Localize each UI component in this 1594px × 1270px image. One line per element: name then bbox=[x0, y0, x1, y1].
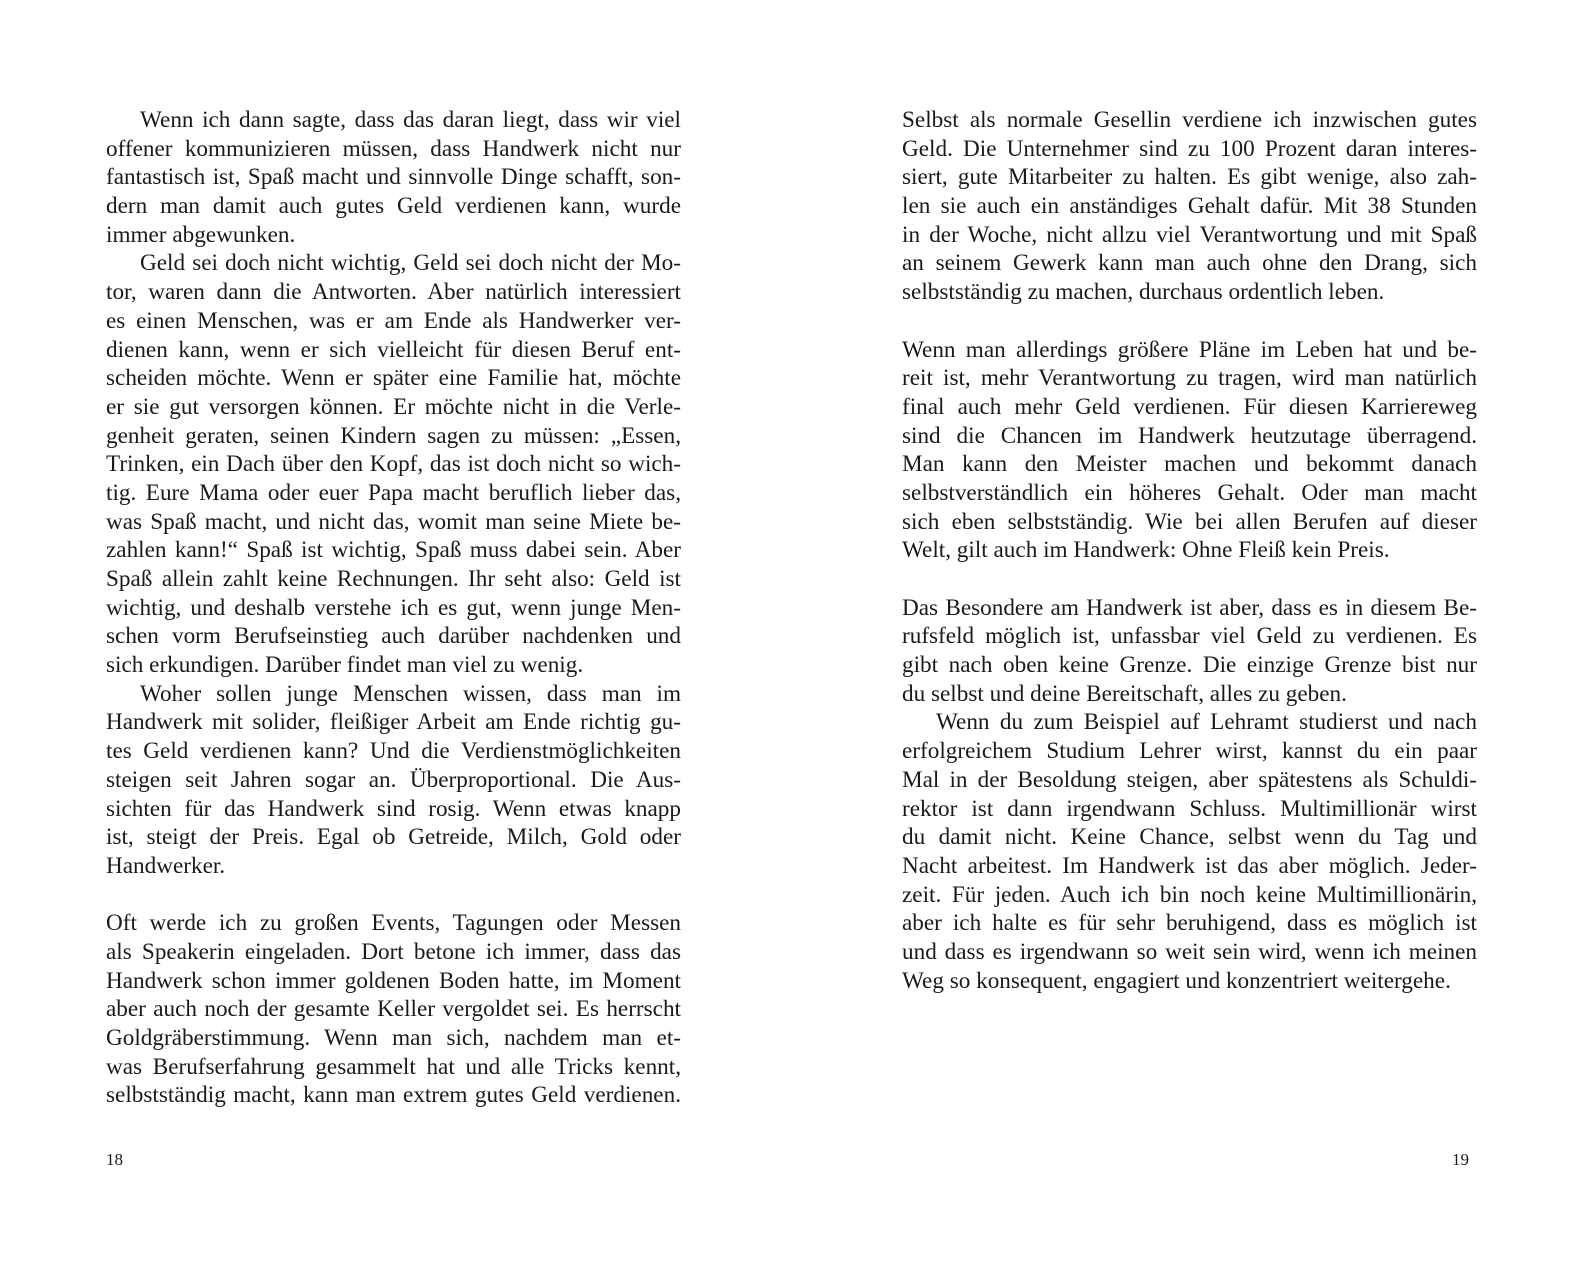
text-line: selbstständig macht, kann man extrem gutes Geld verdienen. bbox=[106, 1082, 681, 1109]
text-line: gibt nach oben keine Grenze. Die einzige Grenze bist nur bbox=[902, 652, 1477, 679]
text-line: Woher sollen junge Menschen wissen, dass man im bbox=[140, 680, 681, 707]
text-line: zahlen kann!“ Spaß ist wichtig, Spaß muss dabei sein. Aber bbox=[106, 537, 681, 564]
text-line: Welt, gilt auch im Handwerk: Ohne Fleiß kein Preis. bbox=[902, 537, 1390, 564]
text-line: sich erkundigen. Darüber findet man viel zu wenig. bbox=[106, 652, 584, 679]
text-line: Oft werde ich zu großen Events, Tagungen oder Messen bbox=[106, 910, 681, 937]
text-line: steigen seit Jahren sogar an. Überproportional. Die Aus- bbox=[106, 766, 681, 793]
text-line: Wenn du zum Beispiel auf Lehramt studierst und nach bbox=[936, 709, 1477, 736]
text-line: als Speakerin eingeladen. Dort betone ich immer, dass das bbox=[106, 938, 681, 965]
text-line: er sie gut versorgen können. Er möchte nicht in die Verle- bbox=[106, 393, 681, 420]
text-line: Selbst als normale Gesellin verdiene ich inzwischen gutes bbox=[902, 107, 1477, 133]
right-page-text bbox=[902, 106, 1477, 995]
text-line: zeit. Für jeden. Auch ich bin noch keine Multimillionärin, bbox=[902, 881, 1477, 908]
text-line: und dass es irgendwann so weit sein wird, wenn ich meinen bbox=[902, 938, 1477, 965]
text-line: ist, steigt der Preis. Egal ob Getreide, Milch, Gold oder bbox=[106, 824, 681, 851]
text-line: Wenn ich dann sagte, dass das daran liegt, dass wir viel bbox=[140, 107, 681, 133]
text-line: dienen kann, wenn er sich vielleicht für diesen Beruf ent- bbox=[106, 336, 681, 363]
text-line: Handwerk schon immer goldenen Boden hatte, im Moment bbox=[106, 967, 681, 994]
text-line: Weg so konsequent, engagiert und konzentriert weitergehe. bbox=[902, 967, 1451, 994]
text-line: Handwerk mit solider, fleißiger Arbeit am Ende richtig gu- bbox=[106, 709, 681, 736]
text-line: siert, gute Mitarbeiter zu halten. Es gibt wenige, also zah- bbox=[902, 164, 1477, 191]
text-line: selbstständig zu machen, durchaus ordentlich leben. bbox=[902, 279, 1385, 306]
text-line: genheit geraten, seinen Kindern sagen zu müssen: „Essen, bbox=[106, 422, 681, 449]
text-line: dern man damit auch gutes Geld verdienen kann, wurde bbox=[106, 193, 681, 220]
section-gap bbox=[902, 565, 1477, 594]
text-line: du selbst und deine Bereitschaft, alles zu geben. bbox=[902, 680, 1347, 707]
text-line: rufsfeld möglich ist, unfassbar viel Geld zu verdienen. Es bbox=[902, 623, 1477, 650]
page-number-right: 19 bbox=[1452, 1150, 1469, 1169]
text-line: schen vorm Berufseinstieg auch darüber nachdenken und bbox=[106, 623, 681, 650]
text-line: rektor ist dann irgendwann Schluss. Multimillionär wirst bbox=[902, 795, 1477, 822]
text-line: Man kann den Meister machen und bekommt danach bbox=[902, 451, 1477, 478]
left-page-text bbox=[106, 106, 681, 1110]
text-line: es einen Menschen, was er am Ende als Handwerker ver- bbox=[106, 307, 681, 334]
text-line: aber ich halte es für sehr beruhigend, dass es möglich ist bbox=[902, 910, 1477, 937]
text-line: tor, waren dann die Antworten. Aber natürlich interessiert bbox=[106, 279, 681, 306]
text-line: was Spaß macht, und nicht das, womit man seine Miete be- bbox=[106, 508, 681, 535]
text-line: du damit nicht. Keine Chance, selbst wenn du Tag und bbox=[902, 824, 1477, 851]
text-line: aber auch noch der gesamte Keller vergoldet sei. Es herrscht bbox=[106, 996, 681, 1023]
text-line: Geld sei doch nicht wichtig, Geld sei doch nicht der Mo- bbox=[140, 250, 681, 277]
section-gap bbox=[902, 307, 1477, 336]
page-number-left: 18 bbox=[106, 1150, 123, 1169]
text-line: an seinem Gewerk kann man auch ohne den Drang, sich bbox=[902, 250, 1477, 277]
text-line: Goldgräberstimmung. Wenn man sich, nachdem man et- bbox=[106, 1025, 681, 1051]
text-line: scheiden möchte. Wenn er später eine Familie hat, möchte bbox=[106, 365, 681, 392]
text-line: was Berufserfahrung gesammelt hat und alle Tricks kennt, bbox=[106, 1053, 681, 1080]
text-line: reit ist, mehr Verantwortung zu tragen, wird man natürlich bbox=[902, 365, 1477, 392]
text-line: sind die Chancen im Handwerk heutzutage überragend. bbox=[902, 422, 1477, 449]
text-line: Handwerker. bbox=[106, 852, 226, 879]
text-line: wichtig, und deshalb verstehe ich es gut, wenn junge Men- bbox=[106, 594, 681, 621]
text-line: selbstverständlich ein höheres Gehalt. Oder man macht bbox=[902, 479, 1477, 506]
text-line: final auch mehr Geld verdienen. Für diesen Karriereweg bbox=[902, 393, 1477, 420]
text-line: in der Woche, nicht allzu viel Verantwortung und mit Spaß bbox=[902, 221, 1477, 248]
text-line: Wenn man allerdings größere Pläne im Leben hat und be- bbox=[902, 336, 1477, 363]
section-gap bbox=[106, 881, 681, 910]
text-line: Geld. Die Unternehmer sind zu 100 Prozent daran interes- bbox=[902, 135, 1477, 162]
text-line: immer abgewunken. bbox=[106, 221, 296, 248]
text-line: Trinken, ein Dach über den Kopf, das ist doch nicht so wich- bbox=[106, 451, 681, 478]
text-line: tig. Eure Mama oder euer Papa macht beruflich lieber das, bbox=[106, 479, 681, 506]
text-line: tes Geld verdienen kann? Und die Verdienstmöglichkeiten bbox=[106, 738, 681, 765]
text-line: offener kommunizieren müssen, dass Handwerk nicht nur bbox=[106, 135, 681, 162]
text-line: fantastisch ist, Spaß macht und sinnvolle Dinge schafft, son- bbox=[106, 164, 681, 191]
text-line: len sie auch ein anständiges Gehalt dafür. Mit 38 Stunden bbox=[902, 193, 1477, 220]
text-line: Mal in der Besoldung steigen, aber spätestens als Schuldi- bbox=[902, 766, 1477, 793]
text-line: erfolgreichem Studium Lehrer wirst, kannst du ein paar bbox=[902, 738, 1477, 765]
text-line: Nacht arbeitest. Im Handwerk ist das aber möglich. Jeder- bbox=[902, 852, 1477, 879]
text-line: Das Besondere am Handwerk ist aber, dass es in diesem Be- bbox=[902, 594, 1477, 621]
text-line: sich eben selbstständig. Wie bei allen Berufen auf dieser bbox=[902, 508, 1477, 535]
text-line: sichten für das Handwerk sind rosig. Wenn etwas knapp bbox=[106, 795, 681, 822]
text-line: Spaß allein zahlt keine Rechnungen. Ihr seht also: Geld ist bbox=[106, 566, 681, 592]
